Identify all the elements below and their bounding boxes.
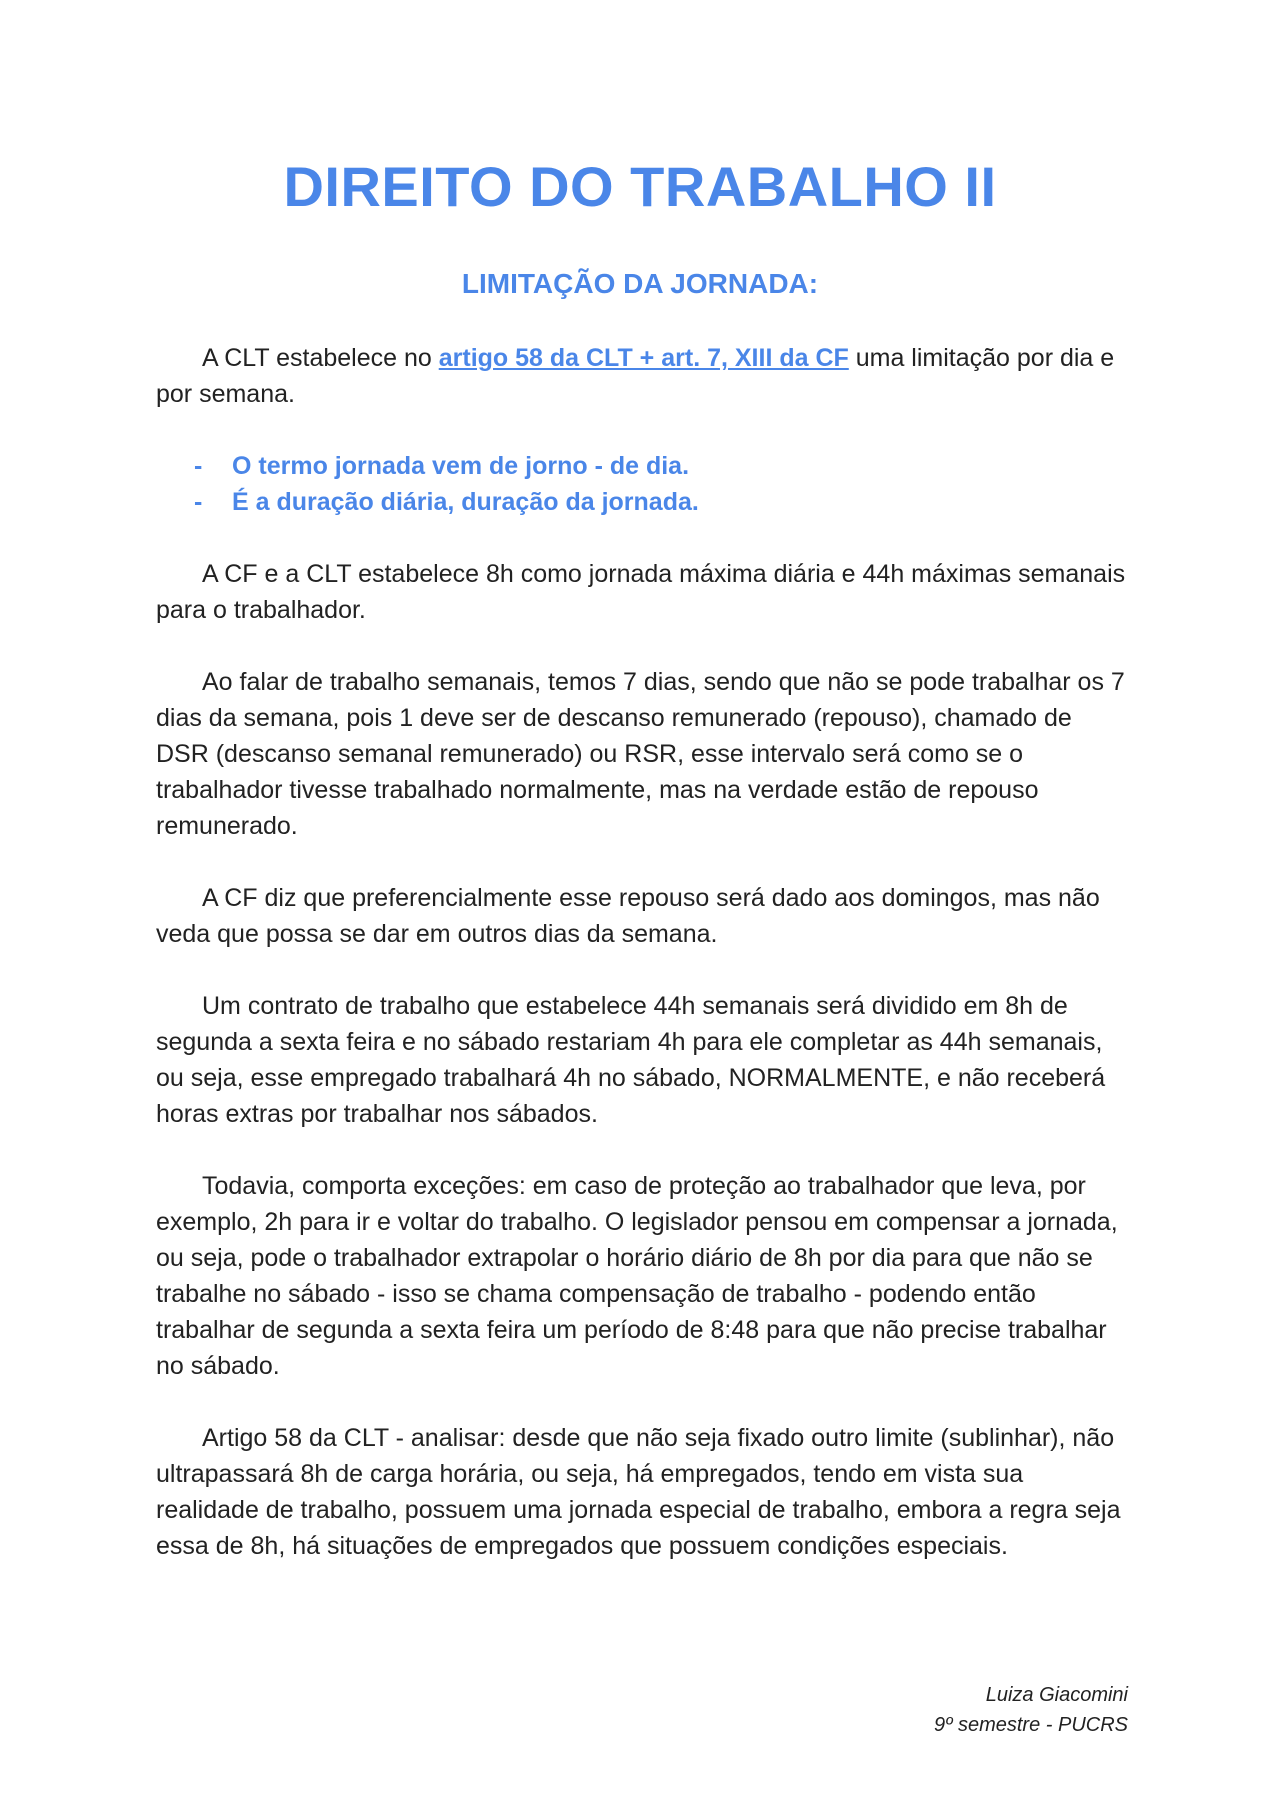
- list-item: [156, 484, 1126, 520]
- paragraph-weekly-rest: Ao falar de trabalho semanais, temos 7 dias, sendo que não se pode trabalhar os 7 dias da semana, pois 1 deve ser de descanso remunerado (repouso), chamado de DSR (descanso semanal remunerado) ou RSR, esse intervalo será como se o trabalhador tivesse trabalhado normalmente, mas na verdade estão de repouso remunerado.: [156, 668, 1125, 840]
- intro-text-before: A CLT estabelece no: [202, 344, 439, 372]
- paragraph-article-58: Artigo 58 da CLT - analisar: desde que não seja fixado outro limite (sublinhar), não ultrapassará 8h de carga horária, ou seja, há empregados, tendo em vista sua realidade de trabalho, possuem uma jornada especial de trabalho, embora a regra seja essa de 8h, há situações de empregados que possuem condições especiais.: [156, 1424, 1121, 1560]
- paragraph-saturday-hours: Um contrato de trabalho que estabelece 44h semanais será dividido em 8h de segunda a sexta feira e no sábado restariam 4h para ele completar as 44h semanais, ou seja, esse empregado trabalhará 4h no sábado, NORMALMENTE, e não receberá horas extras por trabalhar nos sábados.: [156, 992, 1106, 1128]
- footer-signature: [934, 1680, 1128, 1740]
- section-heading: LIMITAÇÃO DA JORNADA:: [461, 268, 819, 299]
- intro-text-after: uma limitação por dia e por semana.: [156, 344, 1115, 408]
- paragraph-compensation: Todavia, comporta exceções: em caso de proteção ao trabalhador que leva, por exemplo, 2h para ir e voltar do trabalho. O legislador pensou em compensar a jornada, ou seja, pode o trabalhador extrapolar o horário diário de 8h por dia para que não se trabalhe no sábado - isso se chama compensação de trabalho - podendo então trabalhar de segunda a sexta feira um período de 8:48 para que não precise trabalhar no sábado.: [156, 1172, 1118, 1380]
- list-item: [156, 448, 1126, 484]
- paragraph-sundays: A CF diz que preferencialmente esse repouso será dado aos domingos, mas não veda que possa se dar em outros dias da semana.: [156, 884, 1100, 948]
- author-name: Luiza Giacomini: [985, 1684, 1128, 1706]
- list-item-text: O termo jornada vem de jorno - de dia.: [232, 452, 690, 480]
- legal-reference-link[interactable]: artigo 58 da CLT + art. 7, XIII da CF: [438, 344, 849, 372]
- highlight-list: [156, 448, 1126, 520]
- dash-bullet: -: [194, 488, 203, 516]
- course-info: 9º semestre - PUCRS: [933, 1714, 1128, 1736]
- document-title: DIREITO DO TRABALHO II: [283, 155, 997, 218]
- document-body: [156, 340, 1126, 1600]
- paragraph-max-hours: A CF e a CLT estabelece 8h como jornada máxima diária e 44h máximas semanais para o trabalhador.: [156, 560, 1126, 624]
- list-item-text: É a duração diária, duração da jornada.: [232, 488, 699, 516]
- dash-bullet: -: [194, 452, 203, 480]
- intro-paragraph: [156, 340, 1126, 412]
